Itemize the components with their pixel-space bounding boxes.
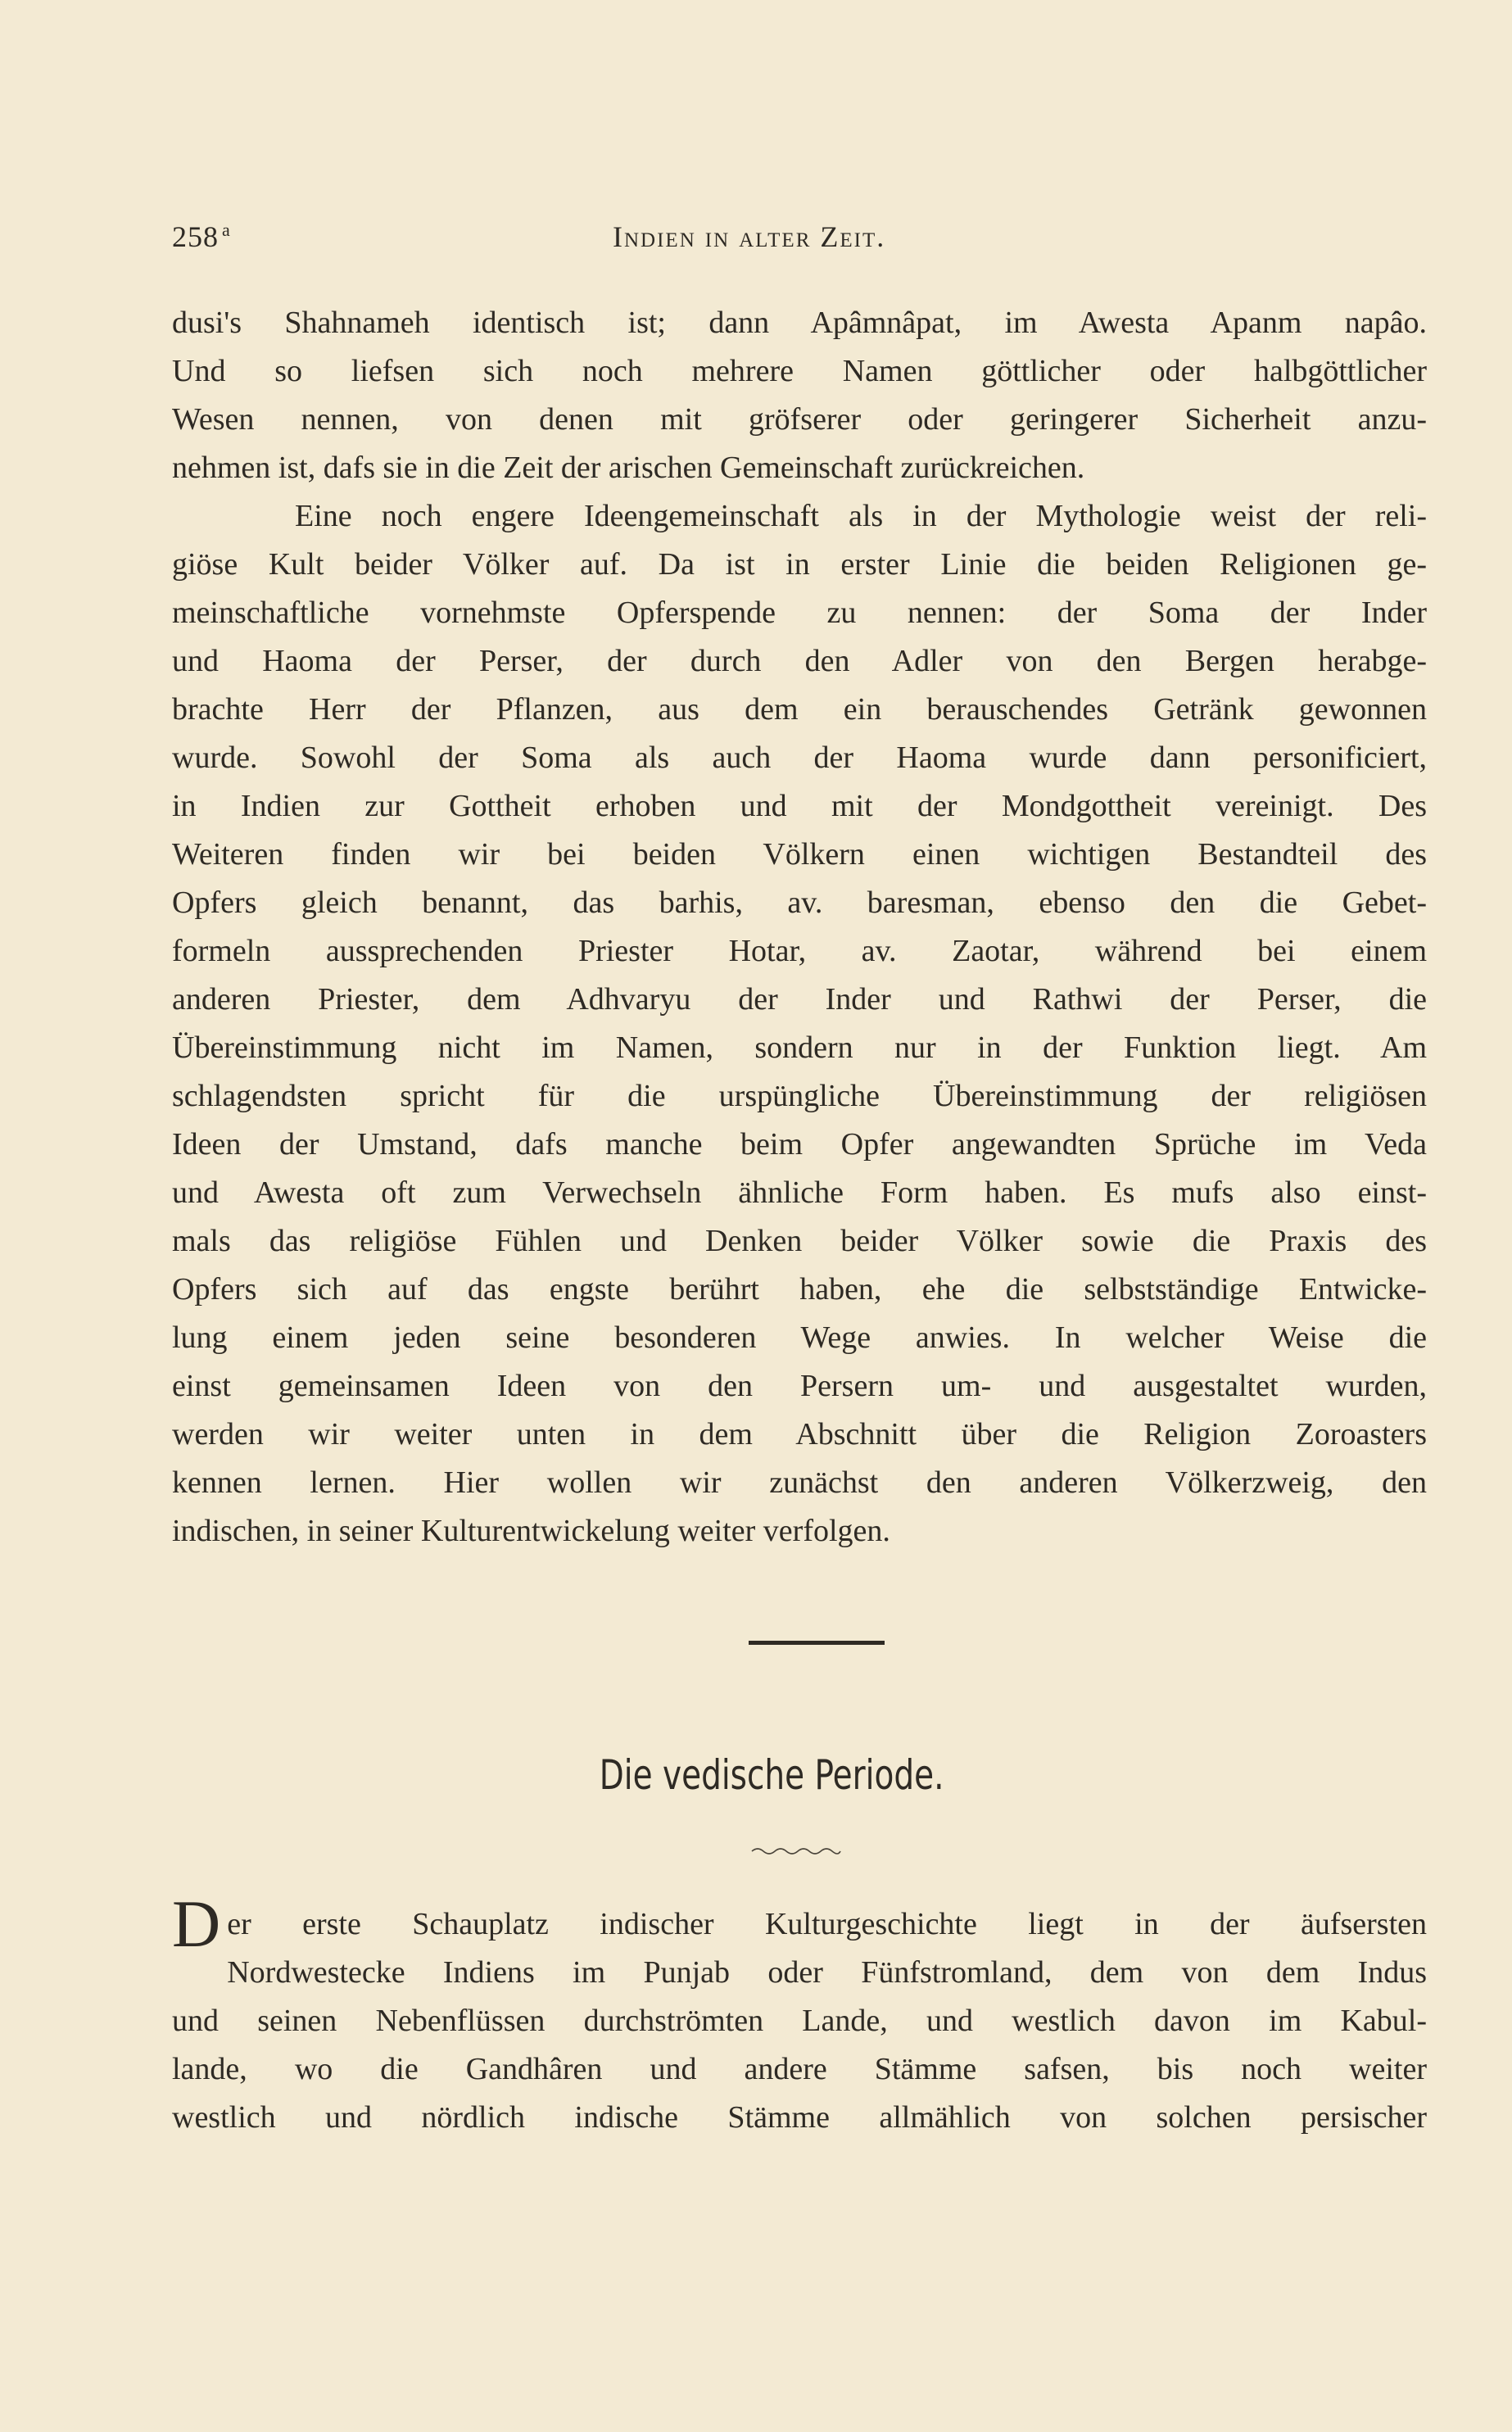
text-line: Eine noch engere Ideengemeinschaft als in der Mythologie weist der reli-	[295, 499, 1427, 533]
page-number-suffix: a	[222, 220, 231, 240]
text-line: Opfers sich auf das engste berührt haben, ehe die selbstständige Entwicke-	[172, 1272, 1427, 1307]
text-line: werden wir weiter unten in dem Abschnitt über die Religion Zoroasters	[172, 1417, 1427, 1452]
drop-cap: D	[172, 1886, 221, 1961]
text-line: dusi's Shahnameh identisch ist; dann Apâmnâpat, im Awesta Apanm napâo.	[172, 306, 1427, 340]
text-block-lower	[172, 1886, 1427, 2142]
text-line: formeln aussprechenden Priester Hotar, av. Zaotar, während bei einem	[172, 934, 1427, 968]
page-number: 258 $^a$	[172, 220, 231, 253]
text-line: schlagendsten spricht für die urspüngliche Übereinstimmung der religiösen	[172, 1079, 1427, 1113]
text-line: westlich und nördlich indische Stämme allmählich von solchen persischer	[172, 2100, 1427, 2135]
first-line-text: er erste Schauplatz indischer Kulturgeschichte liegt in der äufsersten	[227, 1907, 1427, 1941]
text-line: in Indien zur Gottheit erhoben und mit der Mondgottheit vereinigt. Des	[172, 789, 1427, 823]
running-head	[172, 220, 1433, 260]
text-line-with-dropcap	[172, 1886, 1427, 1961]
text-line: und Awesta oft zum Verwechseln ähnliche Form haben. Es mufs also einst-	[172, 1175, 1427, 1210]
text-line: kennen lernen. Hier wollen wir zunächst den anderen Völkerzweig, den	[172, 1465, 1427, 1500]
text-line: und Haoma der Perser, der durch den Adler von den Bergen herabge-	[172, 644, 1427, 678]
text-line: Ideen der Umstand, dafs manche beim Opfer angewandten Sprüche im Veda	[172, 1127, 1427, 1162]
text-line: lung einem jeden seine besonderen Wege anwies. In welcher Weise die	[172, 1320, 1427, 1355]
text-line: Nordwestecke Indiens im Punjab oder Fünfstromland, dem von dem Indus	[227, 1955, 1427, 1990]
wavy-ornament-icon	[750, 1845, 842, 1856]
text-line: wurde. Sowohl der Soma als auch der Haoma wurde dann personificiert,	[172, 740, 1427, 775]
text-line: giöse Kult beider Völker auf. Da ist in erster Linie die beiden Religionen ge-	[172, 547, 1427, 582]
text-line: mals das religiöse Fühlen und Denken beider Völker sowie die Praxis des	[172, 1224, 1427, 1258]
section-heading: Die vedische Periode.	[599, 1751, 944, 1799]
text-line: einst gemeinsamen Ideen von den Persern um- und ausgestaltet wurden,	[172, 1369, 1427, 1403]
text-line: Wesen nennen, von denen mit gröfserer oder geringerer Sicherheit anzu-	[172, 402, 1427, 437]
text-line: brachte Herr der Pflanzen, aus dem ein berauschendes Getränk gewonnen	[172, 692, 1427, 727]
text-line: Opfers gleich benannt, das barhis, av. baresman, ebenso den die Gebet-	[172, 885, 1427, 920]
text-line: meinschaftliche vornehmste Opferspende zu nennen: der Soma der Inder	[172, 596, 1427, 630]
section-divider-rule	[749, 1641, 885, 1645]
text-line: anderen Priester, dem Adhvaryu der Inder und Rathwi der Perser, die	[172, 982, 1427, 1017]
text-line: lande, wo die Gandhâren und andere Stämme safsen, bis noch weiter	[172, 2052, 1427, 2086]
text-block-upper	[172, 299, 1427, 1556]
text-line: nehmen ist, dafs sie in die Zeit der arischen Gemeinschaft zurückreichen.	[172, 451, 1085, 485]
running-title: Indien in alter Zeit.	[613, 220, 886, 253]
text-line: Übereinstimmung nicht im Namen, sondern nur in der Funktion liegt. Am	[172, 1030, 1427, 1065]
text-line: indischen, in seiner Kulturentwickelung weiter verfolgen.	[172, 1514, 890, 1548]
text-line: und seinen Nebenflüssen durchströmten Lande, und westlich davon im Kabul-	[172, 2004, 1427, 2038]
text-line: Weiteren finden wir bei beiden Völkern einen wichtigen Bestandteil des	[172, 837, 1427, 872]
text-line: Und so liefsen sich noch mehrere Namen göttlicher oder halbgöttlicher	[172, 354, 1427, 388]
